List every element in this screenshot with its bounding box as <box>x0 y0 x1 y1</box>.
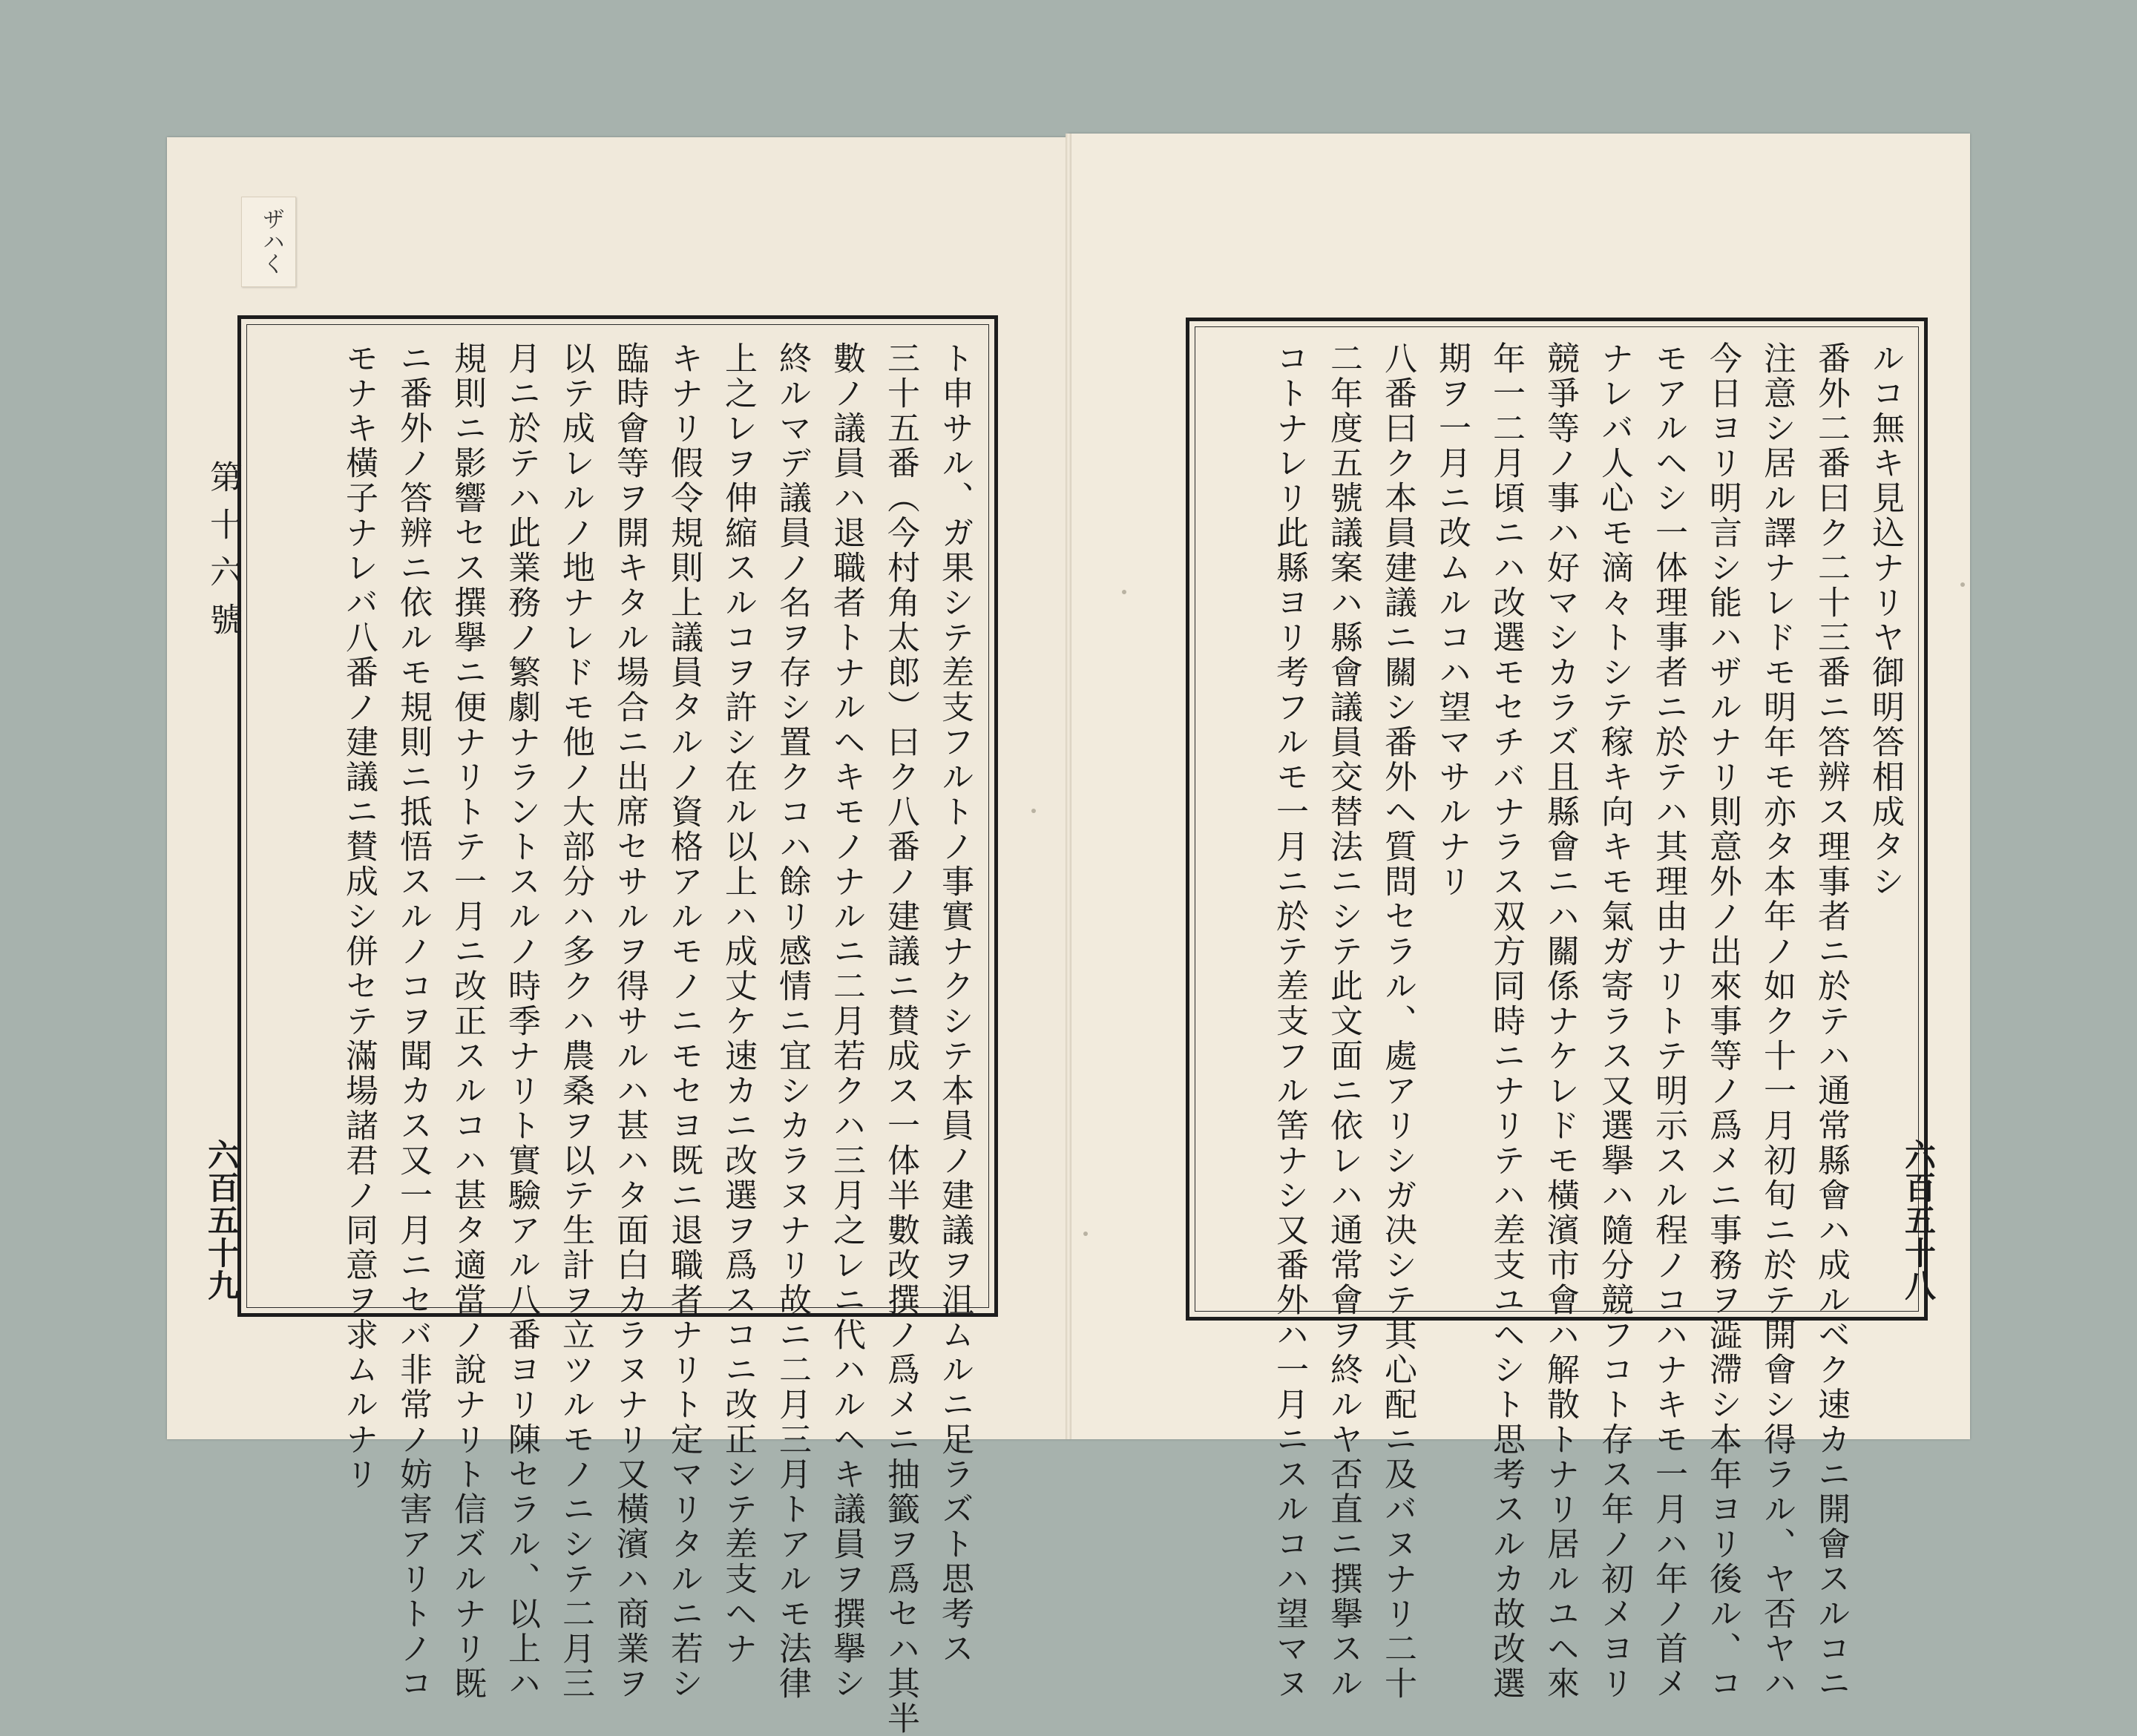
text-column: ナレバ人心モ滴々トシテ稼キ向キモ氣ガ寄ラス又選擧ハ隨分競フコト存ス年ノ初メヨリ <box>1595 341 1633 1701</box>
paper-speck <box>1031 809 1036 813</box>
text-column: 數ノ議員ハ退職者トナルヘキモノナルニ二月若クハ三月之レニ代ハルヘキ議員ヲ撰擧シ <box>827 341 865 1701</box>
text-column: 以テ成レルノ地ナレドモ他ノ大部分ハ多クハ農桑ヲ以テ生計ヲ立ツルモノニシテ二月三 <box>557 341 594 1701</box>
text-column: 注意シ居ル譯ナレドモ明年モ亦タ本年ノ如ク十一月初旬ニ於テ開會シ得ラル、ヤ否ヤハ <box>1758 341 1796 1701</box>
text-column: モナキ橫子ナレバ八番ノ建議ニ賛成シ併セテ滿場諸君ノ同意ヲ求ムルナリ <box>340 341 378 1492</box>
text-column: 番外二番曰ク二十三番ニ答辨ス理事者ニ於テハ通常縣會ハ成ルベク速カニ開會スルコニ <box>1812 341 1850 1701</box>
right-page-number: 六百五十八 <box>1900 1139 1937 1302</box>
text-column: コトナレリ此縣ヨリ考フルモ一月ニ於テ差支フル筈ナシ又番外ハ一月ニスルコハ望マヌ <box>1270 341 1308 1701</box>
text-column: モアルヘシ一体理事者ニ於テハ其理由ナリトテ明示スル程ノコハナキモ一月ハ年ノ首メ <box>1649 341 1687 1701</box>
text-column: 臨時會等ヲ開キタル場合ニ出席セサルヲ得サルハ甚ハタ面白カラヌナリ又橫濱ハ商業ヲ <box>611 341 649 1701</box>
text-column: 月ニ於テハ此業務ノ繁劇ナラントスルノ時季ナリト實驗アル八番ヨリ陳セラル、以上ハ <box>502 341 540 1701</box>
paper-speck <box>1122 590 1126 594</box>
text-column: 期ヲ一月ニ改ムルコハ望マサルナリ <box>1433 341 1471 899</box>
text-column: 規則ニ影響セス撰擧ニ便ナリトテ一月ニ改正スルコハ甚タ適當ノ說ナリト信ズルナリ既 <box>448 341 486 1701</box>
paper-speck <box>1083 1232 1088 1236</box>
slip-note: ザハく <box>258 208 284 274</box>
text-column: 上之レヲ伸縮スルコヲ許シ在ル以上ハ成丈ケ速カニ改選ヲ爲スコニ改正シテ差支ヘナ <box>719 341 757 1666</box>
text-column: 三十五番（今村角太郎）曰ク八番ノ建議ニ賛成ス一体半數改撰ノ爲メニ抽籤ヲ爲セハ其半 <box>882 341 919 1736</box>
left-page-text <box>258 341 982 1736</box>
text-column: 競爭等ノ事ハ好マシカラズ且縣會ニハ關係ナケレドモ橫濱市會ハ解散トナリ居ルユヘ來 <box>1541 341 1579 1701</box>
text-column: ト申サル、ガ果シテ差支フルトノ事實ナクシテ本員ノ建議ヲ沮ムルニ足ラズト思考ス <box>936 341 974 1666</box>
issue-number-label: 第十六號 <box>204 460 242 650</box>
text-column: ルコ無キ見込ナリヤ御明答相成タシ <box>1866 341 1904 899</box>
left-page-number: 六百五十九 <box>203 1139 240 1302</box>
text-column: 八番曰ク本員建議ニ關シ番外ヘ質問セラル、處アリシガ决シテ其心配ニ及バヌナリ二十 <box>1379 341 1417 1701</box>
text-column: 終ルマデ議員ノ名ヲ存シ置クコハ餘リ感情ニ宜シカラヌナリ故ニ二月三月トアルモ法律 <box>773 341 811 1701</box>
text-column: 二年度五號議案ハ縣會議員交替法ニシテ此文面ニ依レハ通常會ヲ終ルヤ否直ニ撰擧スル <box>1324 341 1362 1701</box>
text-column: 年一二月頃ニハ改選モセチバナラス双方同時ニナリテハ差支ユヘシト思考スルカ故改選 <box>1487 341 1525 1701</box>
text-column: 今日ヨリ明言シ能ハザルナリ則意外ノ出來事等ノ爲メニ事務ヲ澁滯シ本年ヨリ後ル、コ <box>1704 341 1742 1701</box>
right-page-text <box>1207 341 1912 1701</box>
paper-speck <box>1960 582 1965 587</box>
text-column: キナリ假令規則上議員タルノ資格アルモノニモセヨ既ニ退職者ナリト定マリタルニ若シ <box>665 341 703 1701</box>
text-column: ニ番外ノ答辨ニ依ルモ規則ニ抵悟スルノコヲ聞カス又一月ニセバ非常ノ妨害アリトノコ <box>394 341 432 1701</box>
book-spine <box>1066 134 1071 1439</box>
